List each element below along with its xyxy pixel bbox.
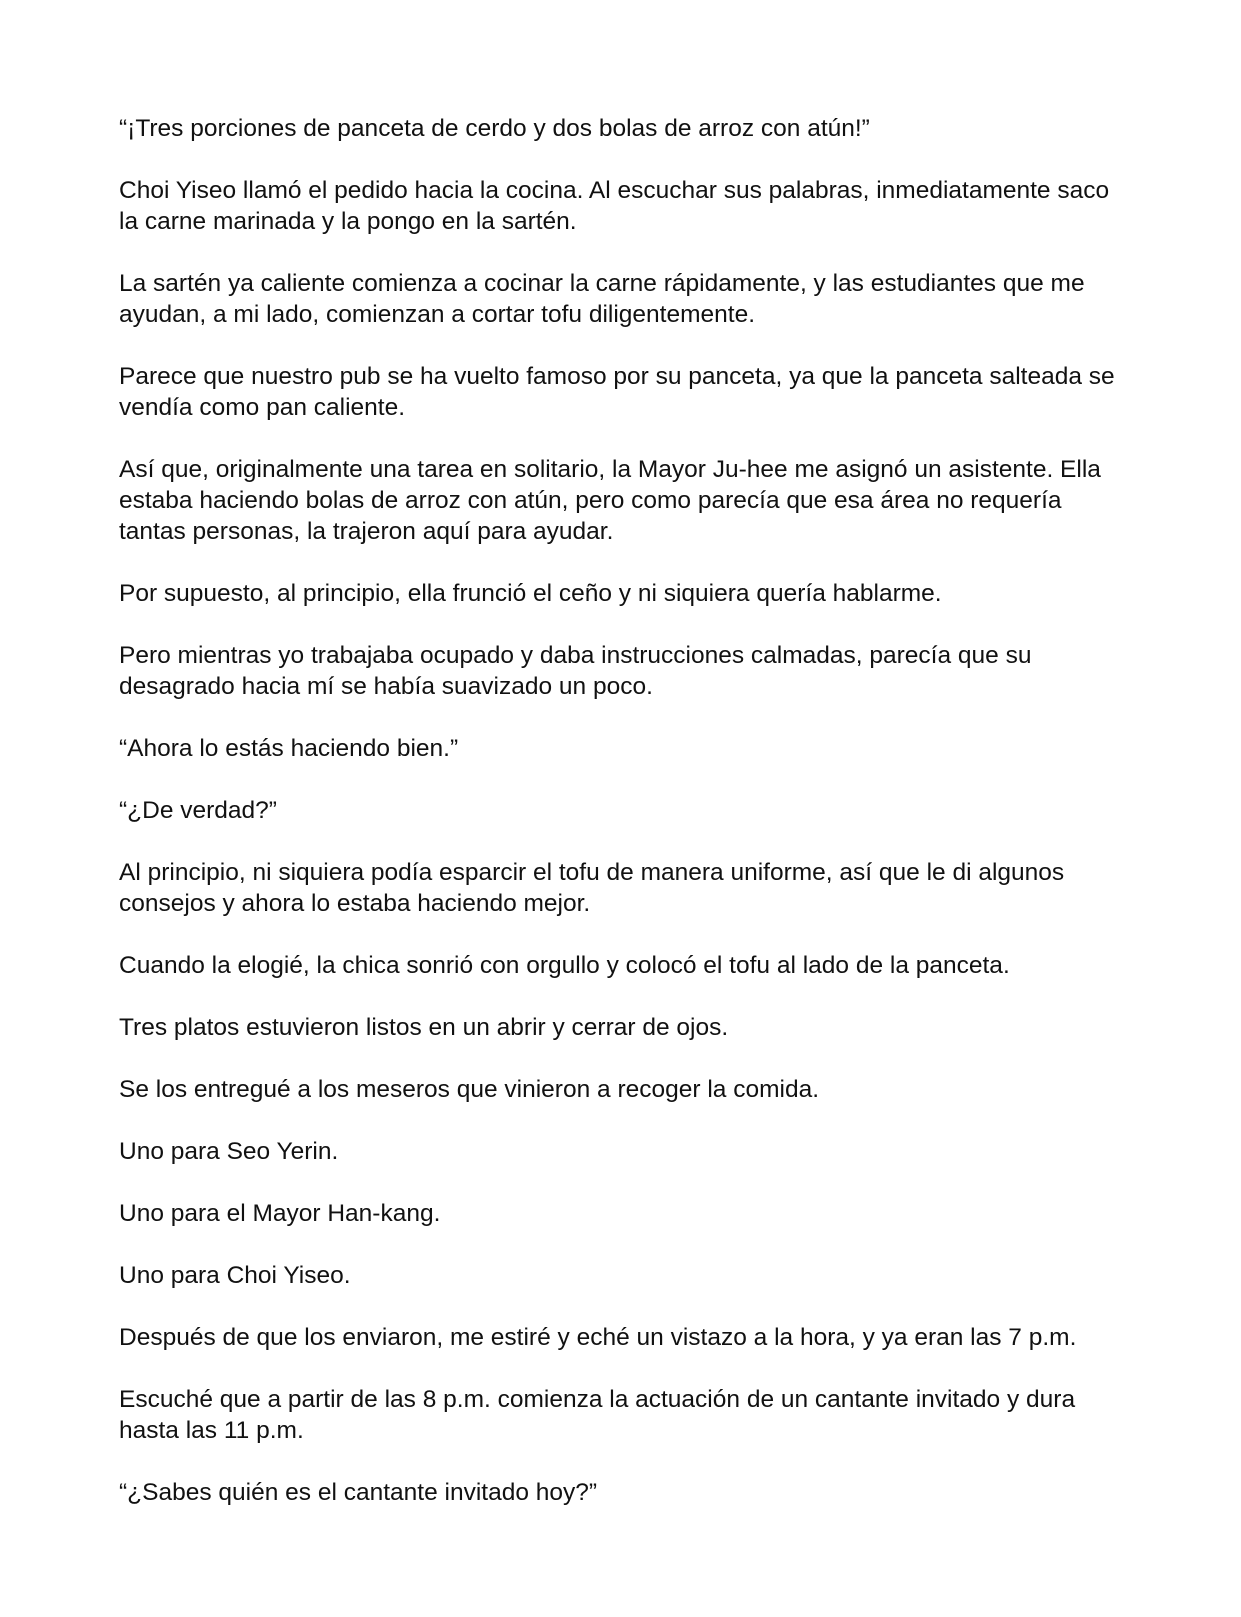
paragraph: Parece que nuestro pub se ha vuelto famoso por su panceta, ya que la panceta salteada se vendía como pan caliente. (119, 363, 1115, 421)
paragraph: Después de que los enviaron, me estiré y eché un vistazo a la hora, y ya eran las 7 p.m. (119, 1324, 1077, 1351)
paragraph: Uno para el Mayor Han-kang. (119, 1200, 441, 1227)
document-body (119, 113, 1129, 1508)
paragraph: Por supuesto, al principio, ella frunció el ceño y ni siquiera quería hablarme. (119, 580, 942, 607)
paragraph: “¿De verdad?” (119, 797, 277, 824)
paragraph: Choi Yiseo llamó el pedido hacia la cocina. Al escuchar sus palabras, inmediatamente saco la carne marinada y la pongo en la sartén. (119, 177, 1110, 235)
paragraph: Escuché que a partir de las 8 p.m. comienza la actuación de un cantante invitado y dura hasta las 11 p.m. (119, 1386, 1076, 1444)
paragraph: Se los entregué a los meseros que vinieron a recoger la comida. (119, 1076, 819, 1103)
paragraph: “¿Sabes quién es el cantante invitado hoy?” (119, 1479, 598, 1506)
paragraph: Uno para Seo Yerin. (119, 1138, 339, 1165)
paragraph: Cuando la elogié, la chica sonrió con orgullo y colocó el tofu al lado de la panceta. (119, 952, 1010, 979)
paragraph: Al principio, ni siquiera podía esparcir el tofu de manera uniforme, así que le di algunos consejos y ahora lo estaba haciendo mejor. (119, 859, 1065, 917)
paragraph: Tres platos estuvieron listos en un abrir y cerrar de ojos. (119, 1014, 729, 1041)
paragraph: Pero mientras yo trabajaba ocupado y daba instrucciones calmadas, parecía que su desagrado hacia mí se había suavizado un poco. (119, 642, 1032, 700)
paragraph: Así que, originalmente una tarea en solitario, la Mayor Ju-hee me asignó un asistente. Ella estaba haciendo bolas de arroz con atún, pero como parecía que esa área no requería tantas personas, la trajeron aquí para ayudar. (119, 456, 1101, 545)
paragraph: “¡Tres porciones de panceta de cerdo y dos bolas de arroz con atún!” (119, 115, 870, 142)
paragraph: Uno para Choi Yiseo. (119, 1262, 351, 1289)
paragraph: “Ahora lo estás haciendo bien.” (119, 735, 459, 762)
paragraph: La sartén ya caliente comienza a cocinar la carne rápidamente, y las estudiantes que me ayudan, a mi lado, comienzan a cortar tofu diligentemente. (119, 270, 1085, 328)
